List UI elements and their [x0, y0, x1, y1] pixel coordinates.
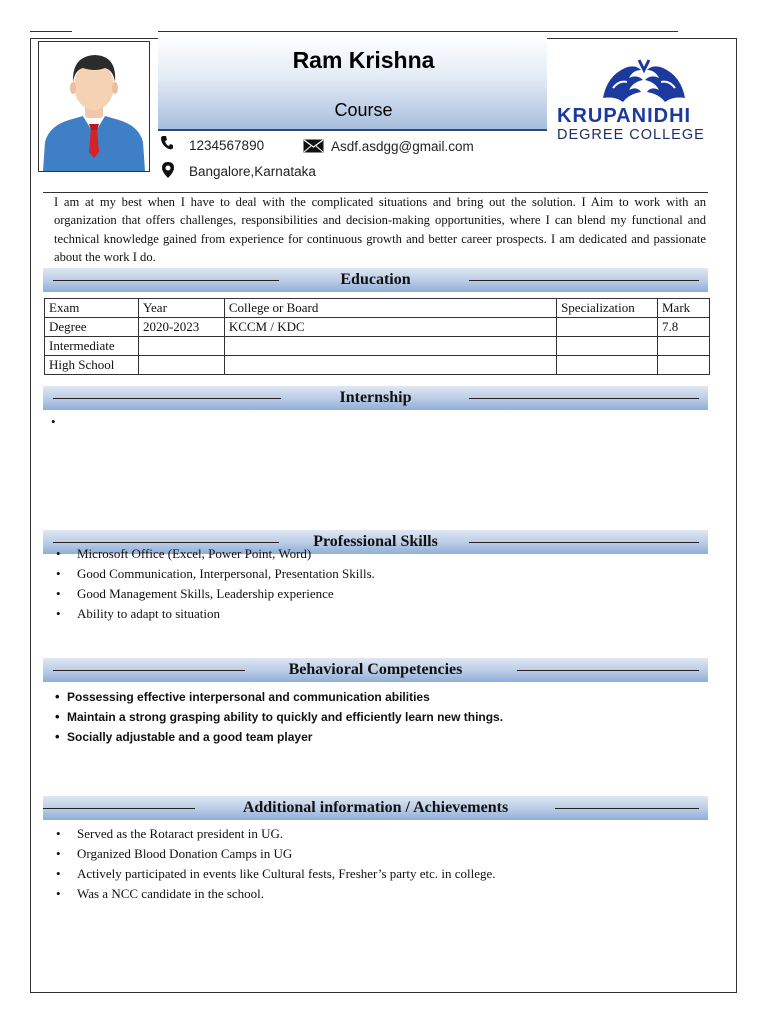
table-cell: High School — [45, 356, 139, 375]
list-item: • Organized Blood Donation Camps in UG — [53, 844, 496, 864]
table-cell — [224, 356, 556, 375]
table-cell: Degree — [45, 318, 139, 337]
skills-list — [53, 544, 375, 624]
phone-number: 1234567890 — [189, 138, 265, 153]
section-header-internship — [43, 386, 708, 410]
list-item: • Actively participated in events like Cultural fests, Fresher’s party etc. in college. — [53, 864, 496, 884]
profile-photo — [38, 41, 150, 172]
table-cell — [557, 337, 658, 356]
behavioral-list — [55, 687, 503, 747]
section-title: Additional information / Achievements — [242, 799, 509, 816]
internship-list — [48, 412, 72, 432]
table-cell: 2020-2023 — [138, 318, 224, 337]
list-item: • Possessing effective interpersonal and communication abilities — [55, 687, 503, 707]
list-item — [48, 412, 72, 432]
section-header-education — [43, 268, 708, 292]
table-cell — [557, 318, 658, 337]
table-cell: KCCM / KDC — [224, 318, 556, 337]
header-underline — [158, 129, 547, 131]
table-cell — [658, 337, 710, 356]
table-cell — [557, 356, 658, 375]
table-cell — [138, 337, 224, 356]
location: Bangalore,Karnataka — [189, 164, 316, 179]
section-title: Education — [340, 271, 411, 288]
candidate-name: Ram Krishna — [292, 47, 435, 73]
section-header-behavioral — [43, 658, 708, 682]
college-logo — [553, 58, 735, 146]
table-header-cell: Mark — [658, 299, 710, 318]
section-title: Internship — [339, 389, 412, 406]
table-cell — [658, 356, 710, 375]
table-cell: Intermediate — [45, 337, 139, 356]
section-title: Behavioral Competencies — [288, 661, 463, 678]
table-header-row — [45, 299, 710, 318]
list-item: • Good Communication, Interpersonal, Presentation Skills. — [53, 564, 375, 584]
logo-title: KRUPANIDHI — [557, 105, 692, 127]
table-row — [45, 356, 710, 375]
email-address: Asdf.asdgg@gmail.com — [331, 139, 474, 154]
table-header-cell: Specialization — [557, 299, 658, 318]
email-icon — [303, 139, 324, 153]
table-cell: 7.8 — [658, 318, 710, 337]
phone-icon — [160, 135, 174, 151]
top-rule — [158, 31, 678, 32]
list-item: • Ability to adapt to situation — [53, 604, 375, 624]
table-header-cell: College or Board — [224, 299, 556, 318]
list-item: • Maintain a strong grasping ability to quickly and efficiently learn new things. — [55, 707, 503, 727]
avatar-icon — [39, 42, 149, 171]
table-header-cell: Exam — [45, 299, 139, 318]
logo-subtitle: DEGREE COLLEGE — [557, 127, 705, 143]
education-table — [44, 298, 710, 375]
list-item: • Socially adjustable and a good team player — [55, 727, 503, 747]
table-row — [45, 337, 710, 356]
table-header-cell: Year — [138, 299, 224, 318]
top-rule-left — [30, 31, 72, 32]
section-title: Professional Skills — [313, 533, 438, 550]
list-item: • Good Management Skills, Leadership experience — [53, 584, 375, 604]
location-pin-icon — [162, 162, 174, 178]
table-row — [45, 318, 710, 337]
tiger-emblem-icon — [599, 58, 689, 104]
additional-list — [53, 824, 496, 904]
course-title: Course — [334, 100, 393, 120]
table-cell — [138, 356, 224, 375]
list-item: • Served as the Rotaract president in UG. — [53, 824, 496, 844]
career-summary: I am at my best when I have to deal with the complicated situations and bring out the solution. I Aim to work with an organization that offers challenges, responsibilities and decision-making opportunities, where I can blend my functional and technical knowledge gained from experience for continuous growth and better career prospects. I am dedicated and passionate about the work I do. — [54, 195, 706, 264]
list-item: • Microsoft Office (Excel, Power Point, Word) — [53, 544, 375, 564]
list-item: • Was a NCC candidate in the school. — [53, 884, 496, 904]
section-header-additional — [43, 796, 708, 820]
table-cell — [224, 337, 556, 356]
